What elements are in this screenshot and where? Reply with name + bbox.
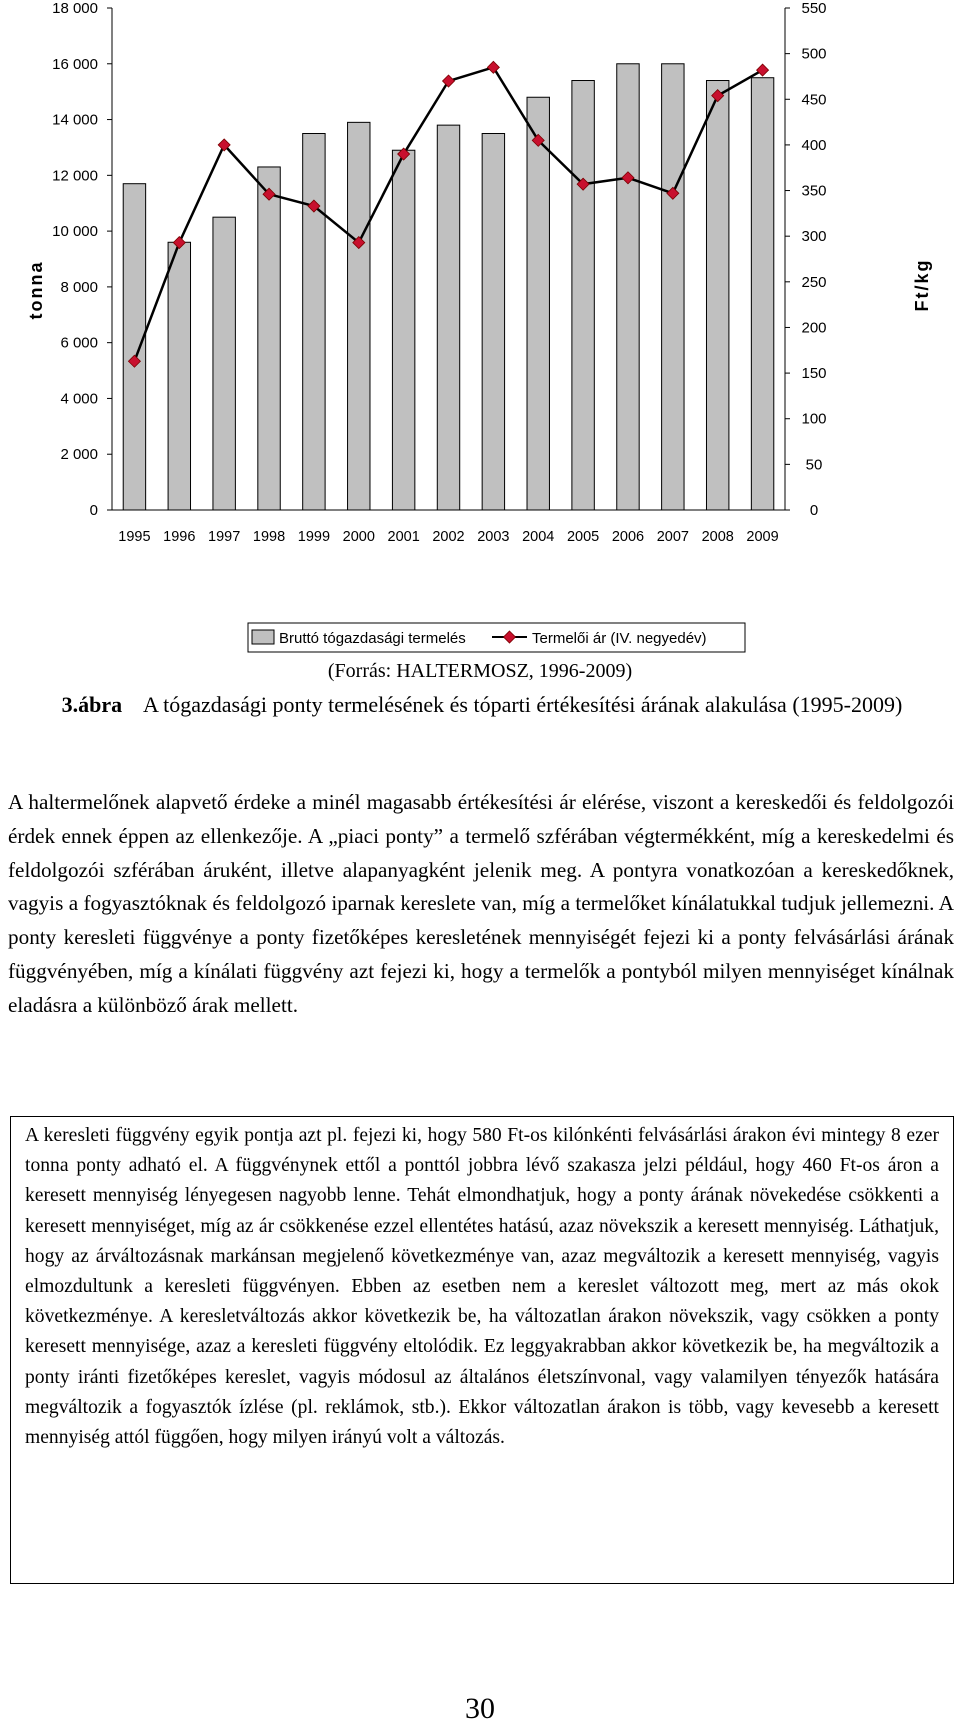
category-label: 2005 <box>566 529 600 545</box>
left-tick-label: 4 000 <box>60 390 98 408</box>
bar-2005 <box>572 81 594 510</box>
bar-2002 <box>437 125 459 510</box>
bar-2001 <box>392 150 414 510</box>
right-tick-label: 150 <box>801 365 827 383</box>
body-paragraph: A haltermelőnek alapvető érdeke a minél magasabb értékesítési ár elérése, viszont a kereskedői és feldolgozói érdek ennek éppen az ellenkezője. A „piaci ponty” a termelő szférában végtermékként, míg a kereskedelmi és feldolgozói szférában áruként, illetve alapanyagként jelenik meg. A pontyra vonatkozóan a kereskedőknek, vagyis a fogyasztóknak és feldolgozó iparnak kereslete van, míg a termelőket kínálatukkal tudjuk jellemezni. A ponty keresleti függvénye a ponty fizetőképes keresletének mennyiségét fejezi ki a ponty felvásárlási árának függvényében, míg a kínálati függvény azt fejezi ki, hogy a termelők a pontyból milyen mennyiséget kínálnak eladásra a különböző árak mellett. <box>8 790 954 1017</box>
left-tick-label: 8 000 <box>60 278 98 296</box>
right-tick-label: 400 <box>801 136 827 154</box>
figure-source: (Forrás: HALTERMOSZ, 1996-2009) <box>327 660 633 682</box>
right-tick-label: 550 <box>801 0 827 17</box>
bar-1998 <box>258 167 280 510</box>
boxed-paragraph-text: A keresleti függvény egyik pontja azt pl. fejezi ki, hogy 580 Ft-os kilónkénti felvásárlási árakon évi mintegy 8 ezer tonna ponty adható el. A függvénynek ettől a ponttól jobbra lévő szakasza jelzi például, hogy 460 Ft-os áron a keresett mennyiség lényegesen nagyobb lenne. Tehát elmondhatjuk, hogy a ponty árának növekedése csökkenti a keresett mennyiséget, míg az ár csökkenése ezzel ellentétes hatású, azaz növekszik a keresett mennyiség. Láthatjuk, hogy az árváltozásnak markánsan megjelenő következménye van, azaz megváltozik a keresett mennyiség, vagyis elmozdultunk a keresleti függvényen. Ebben az esetben nem a kereslet változott meg, mert az más okok következménye. A keresletváltozás akkor következik be, ha változatlan árakon növekszik, vagy csökken a ponty keresett mennyisége, azaz a keresleti függvény eltolódik. Ez leggyakrabban akkor következik be, ha megváltozik a ponty iránti fizetőképes kereslet, vagyis módosul az általános életszínvonal, vagy valamilyen tényezők hatására megváltozik a fogyasztók ízlése (pl. reklámok, stb.). Ekkor változatlan árakon is több, vagy kevesebb a keresett mennyiség attól függően, hogy milyen irányú volt a változás. <box>25 1125 939 1449</box>
production-price-chart <box>0 0 960 660</box>
category-label: 1999 <box>297 529 331 545</box>
right-tick-label: 350 <box>801 182 827 200</box>
legend-line-label: Termelői ár (IV. negyedév) <box>532 630 707 647</box>
left-tick-label: 2 000 <box>60 446 98 464</box>
category-label: 2003 <box>477 529 510 545</box>
category-label: 1996 <box>163 529 196 545</box>
figure-number: 3.ábra <box>61 692 123 717</box>
bar-2003 <box>482 134 504 511</box>
left-tick-label: 16 000 <box>52 55 98 73</box>
category-label: 1995 <box>118 529 151 545</box>
right-tick-label: 200 <box>801 319 827 337</box>
bar-2008 <box>706 81 728 510</box>
right-tick-label: 100 <box>801 410 827 428</box>
bar-2009 <box>751 78 773 510</box>
bar-2000 <box>348 122 370 510</box>
category-label: 2002 <box>432 529 465 545</box>
right-tick-label: 50 <box>805 456 823 474</box>
bar-2006 <box>617 64 639 510</box>
category-label: 2001 <box>387 529 420 545</box>
category-label: 2006 <box>611 529 645 545</box>
boxed-paragraph <box>10 1116 954 1584</box>
price-point-2009 <box>757 64 769 76</box>
category-label: 2007 <box>656 529 689 545</box>
legend-bar-swatch <box>252 630 274 644</box>
chart-legend <box>248 623 745 652</box>
category-label: 2008 <box>701 529 734 545</box>
bar-1996 <box>168 242 190 510</box>
category-label: 2009 <box>746 529 779 545</box>
right-tick-label: 300 <box>801 228 827 246</box>
figure-title: A tógazdasági ponty termelésének és tóparti értékesítési árának alakulása (1995-2009) <box>142 692 903 717</box>
right-tick-label: 450 <box>801 91 827 109</box>
left-tick-label: 0 <box>89 502 98 519</box>
left-tick-label: 14 000 <box>52 111 98 129</box>
bar-1999 <box>303 134 325 511</box>
bar-1997 <box>213 217 235 510</box>
left-tick-label: 12 000 <box>52 167 98 185</box>
category-label: 2000 <box>342 529 375 545</box>
bar-2004 <box>527 97 549 510</box>
bar-1995 <box>123 184 145 510</box>
bar-series <box>123 64 774 510</box>
right-tick-label: 0 <box>809 502 819 519</box>
category-label: 1997 <box>208 529 241 545</box>
bar-2007 <box>662 64 684 510</box>
left-tick-label: 6 000 <box>60 334 98 352</box>
left-tick-label: 10 000 <box>52 223 98 241</box>
price-point-2003 <box>487 61 499 73</box>
right-axis-title: Ft/kg <box>912 258 932 312</box>
category-label: 1998 <box>252 529 286 545</box>
category-label: 2004 <box>522 529 555 545</box>
figure-caption <box>12 688 952 721</box>
legend-bar-label: Bruttó tógazdasági termelés <box>279 630 466 647</box>
right-tick-label: 500 <box>801 45 827 63</box>
left-tick-label: 18 000 <box>52 0 98 17</box>
price-point-2002 <box>443 75 455 87</box>
right-tick-label: 250 <box>801 273 827 291</box>
left-axis-title: tonna <box>26 260 46 320</box>
page-number: 30 <box>465 1692 495 1725</box>
